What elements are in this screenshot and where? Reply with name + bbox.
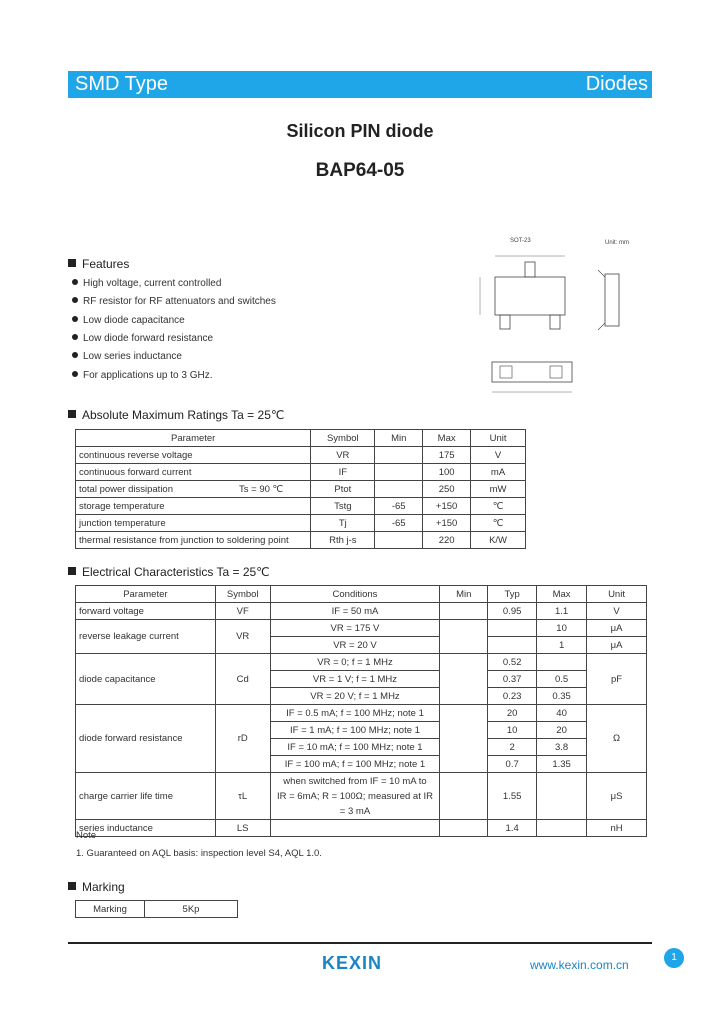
cell-cond: IF = 10 mA; f = 100 MHz; note 1 [270, 739, 440, 756]
bullet-dot [72, 334, 78, 340]
cell-param: charge carrier life time [76, 773, 216, 820]
cell-min: -65 [375, 515, 423, 532]
table-row [76, 654, 647, 671]
cell-typ [488, 620, 537, 637]
bullet-square [68, 410, 76, 418]
cell-cond: VR = 0; f = 1 MHz [270, 654, 440, 671]
cell-symbol: rD [215, 705, 270, 773]
cell-symbol: Tstg [311, 498, 375, 515]
feature-item: Low series inductance [72, 351, 182, 362]
website-link[interactable]: www.kexin.com.cn [530, 958, 629, 972]
feature-item: High voltage, current controlled [72, 278, 221, 289]
bullet-dot [72, 352, 78, 358]
bullet-dot [72, 371, 78, 377]
cell-symbol: τL [215, 773, 270, 820]
cell-min: -65 [375, 498, 423, 515]
bullet-dot [72, 297, 78, 303]
cell-param: diode forward resistance [76, 705, 216, 773]
cell-typ: 0.7 [488, 756, 537, 773]
footprint-pad [500, 366, 512, 378]
cell-param: continuous reverse voltage [76, 447, 311, 464]
bullet-square [68, 259, 76, 267]
footprint-pad [550, 366, 562, 378]
cell-min [375, 481, 423, 498]
package-lead [500, 315, 510, 329]
col-header: Unit [471, 430, 526, 447]
cell-symbol: IF [311, 464, 375, 481]
bullet-dot [72, 316, 78, 322]
note-title: Note [76, 830, 97, 841]
cell-param: diode capacitance [76, 654, 216, 705]
package-lead [550, 315, 560, 329]
cell-typ: 2 [488, 739, 537, 756]
cell-cond [270, 820, 440, 837]
col-header: Min [375, 430, 423, 447]
cell-max: 220 [423, 532, 471, 549]
package-name: SOT-23 [510, 238, 531, 244]
cell-param: total power dissipation Ts = 90 ℃ [76, 481, 311, 498]
table-row [76, 901, 238, 918]
cell-symbol: VR [311, 447, 375, 464]
elec-heading: Electrical Characteristics Ta = 25℃ [68, 565, 270, 579]
abs-max-table [75, 429, 526, 549]
cell-unit: Ω [587, 705, 647, 773]
cell-min [440, 705, 488, 773]
col-header: Parameter [76, 586, 216, 603]
package-unit: Unit: mm [605, 240, 629, 246]
package-drawing [470, 232, 645, 412]
cell-min [440, 654, 488, 705]
marking-label: Marking [76, 901, 145, 918]
col-header: Max [537, 586, 587, 603]
package-lead-side [598, 270, 605, 277]
cell-typ [488, 637, 537, 654]
cell-cond: when switched from IF = 10 mA to [270, 773, 440, 790]
cell-max: 0.5 [537, 671, 587, 688]
package-footprint [492, 362, 572, 382]
cell-max: 100 [423, 464, 471, 481]
header-left: SMD Type [75, 73, 168, 95]
col-header: Min [440, 586, 488, 603]
cell-max: 40 [537, 705, 587, 722]
package-body-top [495, 277, 565, 315]
table-row [76, 481, 526, 498]
cell-typ: 20 [488, 705, 537, 722]
cell-min [440, 603, 488, 620]
table-row [76, 447, 526, 464]
col-header: Unit [587, 586, 647, 603]
feature-item: Low diode forward resistance [72, 333, 213, 344]
cell-cond: IF = 1 mA; f = 100 MHz; note 1 [270, 722, 440, 739]
elec-table [75, 585, 647, 837]
cell-typ: 1.55 [488, 773, 537, 820]
cell-cond: VR = 20 V; f = 1 MHz [270, 688, 440, 705]
table-row [76, 773, 647, 790]
cell-min [440, 773, 488, 820]
cell-param: reverse leakage current [76, 620, 216, 654]
col-header: Parameter [76, 430, 311, 447]
cell-max: 175 [423, 447, 471, 464]
doc-title: Silicon PIN diode [286, 121, 434, 141]
abs-max-heading: Absolute Maximum Ratings Ta = 25℃ [68, 408, 284, 422]
cell-unit: K/W [471, 532, 526, 549]
cell-unit: mA [471, 464, 526, 481]
cell-unit: ℃ [471, 515, 526, 532]
cell-max [537, 773, 587, 820]
cell-max [537, 654, 587, 671]
cell-unit: mW [471, 481, 526, 498]
feature-item: For applications up to 3 GHz. [72, 370, 213, 381]
cell-typ: 0.95 [488, 603, 537, 620]
cell-max: +150 [423, 515, 471, 532]
table-row [76, 532, 526, 549]
cell-symbol: Tj [311, 515, 375, 532]
package-lead [525, 262, 535, 277]
cell-typ: 0.52 [488, 654, 537, 671]
cell-typ: 0.37 [488, 671, 537, 688]
cell-unit: μS [587, 773, 647, 820]
cell-min [375, 464, 423, 481]
col-header: Max [423, 430, 471, 447]
cell-unit: ℃ [471, 498, 526, 515]
feature-item: RF resistor for RF attenuators and switches [72, 296, 276, 307]
cell-unit: V [587, 603, 647, 620]
cell-typ: 1.4 [488, 820, 537, 837]
kexin-logo: KEXIN [322, 953, 383, 973]
bullet-dot [72, 279, 78, 285]
cell-max: 0.35 [537, 688, 587, 705]
table-row [76, 603, 647, 620]
cell-max: 1.35 [537, 756, 587, 773]
cell-param: thermal resistance from junction to soldering point [76, 532, 311, 549]
note-1: 1. Guaranteed on AQL basis: inspection level S4, AQL 1.0. [76, 848, 322, 859]
cell-param: junction temperature [76, 515, 311, 532]
cell-max: 1 [537, 637, 587, 654]
cell-symbol: Rth j-s [311, 532, 375, 549]
feature-item: Low diode capacitance [72, 315, 185, 326]
col-header: Symbol [215, 586, 270, 603]
cell-min [375, 447, 423, 464]
cell-max: +150 [423, 498, 471, 515]
cell-max: 10 [537, 620, 587, 637]
col-header: Typ [488, 586, 537, 603]
table-row [76, 515, 526, 532]
col-header: Conditions [270, 586, 440, 603]
cell-unit: nH [587, 820, 647, 837]
table-header-row [76, 586, 647, 603]
header-bar [68, 71, 652, 98]
cell-cond: IF = 0.5 mA; f = 100 MHz; note 1 [270, 705, 440, 722]
cell-max: 250 [423, 481, 471, 498]
features-heading: Features [68, 257, 129, 271]
part-number: BAP64-05 [315, 160, 405, 181]
cell-typ: 10 [488, 722, 537, 739]
cell-cond: IF = 50 mA [270, 603, 440, 620]
marking-heading: Marking [68, 880, 125, 894]
header-right: Diodes [585, 73, 648, 95]
cell-unit: pF [587, 654, 647, 705]
cell-param: storage temperature [76, 498, 311, 515]
cell-unit: μA [587, 637, 647, 654]
cell-max: 1.1 [537, 603, 587, 620]
footer-divider [68, 942, 652, 944]
cell-symbol: VR [215, 620, 270, 654]
bullet-square [68, 882, 76, 890]
cell-max [537, 820, 587, 837]
cell-cond: IF = 100 mA; f = 100 MHz; note 1 [270, 756, 440, 773]
cell-cond: IR = 6mA; R = 100Ω; measured at IR = 3 mA [270, 789, 440, 820]
cell-symbol: Ptot [311, 481, 375, 498]
cell-param: continuous forward current [76, 464, 311, 481]
col-header: Symbol [311, 430, 375, 447]
cell-max: 3.8 [537, 739, 587, 756]
cell-cond: VR = 175 V [270, 620, 440, 637]
table-row [76, 620, 647, 637]
table-header-row [76, 430, 526, 447]
cell-unit: μA [587, 620, 647, 637]
cell-max: 20 [537, 722, 587, 739]
cell-symbol: Cd [215, 654, 270, 705]
cell-cond: VR = 20 V [270, 637, 440, 654]
cell-param: forward voltage [76, 603, 216, 620]
cell-param: series inductance [76, 820, 216, 837]
package-body-side [605, 274, 619, 326]
marking-table [75, 900, 238, 918]
table-row [76, 820, 647, 837]
package-lead-side [598, 323, 605, 330]
table-row [76, 705, 647, 722]
cell-symbol: LS [215, 820, 270, 837]
cell-typ: 0.23 [488, 688, 537, 705]
cell-min [440, 820, 488, 837]
cell-symbol: VF [215, 603, 270, 620]
page-number: 1 [664, 948, 684, 968]
cell-min [440, 620, 488, 654]
table-row [76, 498, 526, 515]
cell-unit: V [471, 447, 526, 464]
bullet-square [68, 567, 76, 575]
marking-value: 5Kp [145, 901, 238, 918]
table-row [76, 464, 526, 481]
cell-min [375, 532, 423, 549]
cell-cond: VR = 1 V; f = 1 MHz [270, 671, 440, 688]
